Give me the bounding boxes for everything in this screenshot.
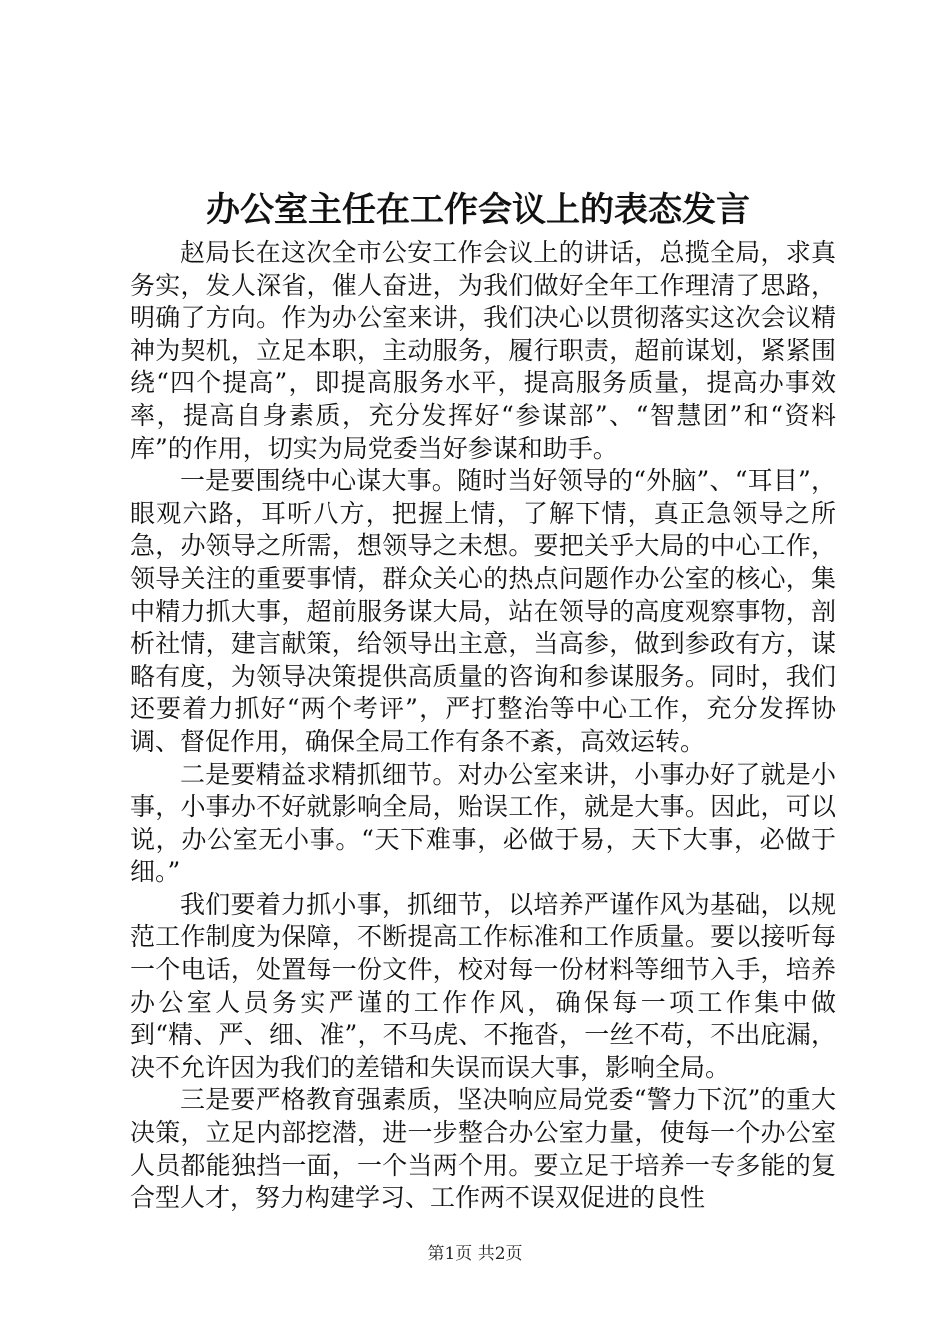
paragraph-point-three: 三是要严格教育强素质，坚决响应局党委“警力下沉”的重大决策，立足内部挖潜，进一步整合办公室力量，使每一个办公室人员都能独挡一面，一个当两个用。要立足于培养一专多能的复合型人才，努力构建学习、工作两不误双促进的良性 (130, 1085, 836, 1213)
paragraph-point-one: 一是要围绕中心谋大事。随时当好领导的“外脑”、“耳目”，眼观六路，耳听八方，把握上情，了解下情，真正急领导之所急，办领导之所需，想领导之未想。要把关乎大局的中心工作，领导关注的重要事情，群众关心的热点问题作办公室的核心，集中精力抓大事，超前服务谋大局，站在领导的高度观察事物，剖析社情，建言献策，给领导出主意，当高参，做到参政有方，谋略有度，为领导决策提供高质量的咨询和参谋服务。同时，我们还要着力抓好“两个考评”，严打整治等中心工作，充分发挥协调、督促作用，确保全局工作有条不紊，高效运转。 (130, 466, 836, 756)
paragraph-point-two: 二是要精益求精抓细节。对办公室来讲，小事办好了就是小事，小事办不好就影响全局，贻误工作，就是大事。因此，可以说，办公室无小事。“天下难事，必做于易，天下大事，必做于细。” (130, 759, 836, 887)
document-title: 办公室主任在工作会议上的表态发言 (206, 190, 750, 230)
document-body (130, 237, 836, 1215)
paragraph-intro: 赵局长在这次全市公安工作会议上的讲话，总揽全局，求真务实，发人深省，催人奋进，为我们做好全年工作理清了思路，明确了方向。作为办公室来讲，我们决心以贯彻落实这次会议精神为契机，立足本职，主动服务，履行职责，超前谋划，紧紧围绕“四个提高”，即提高服务水平，提高服务质量，提高办事效率，提高自身素质，充分发挥好“参谋部”、“智慧团”和“资料库”的作用，切实为局党委当好参谋和助手。 (130, 238, 836, 463)
page-footer: 第1页 共2页 (427, 1244, 523, 1264)
paragraph-details: 我们要着力抓小事，抓细节，以培养严谨作风为基础，以规范工作制度为保障，不断提高工作标准和工作质量。要以接听每一个电话，处置每一份文件，校对每一份材料等细节入手，培养办公室人员务实严谨的工作作风，确保每一项工作集中做到“精、严、细、准”，不马虎、不拖沓，一丝不苟，不出庇漏，决不允许因为我们的差错和失误而误大事，影响全局。 (130, 889, 836, 1082)
